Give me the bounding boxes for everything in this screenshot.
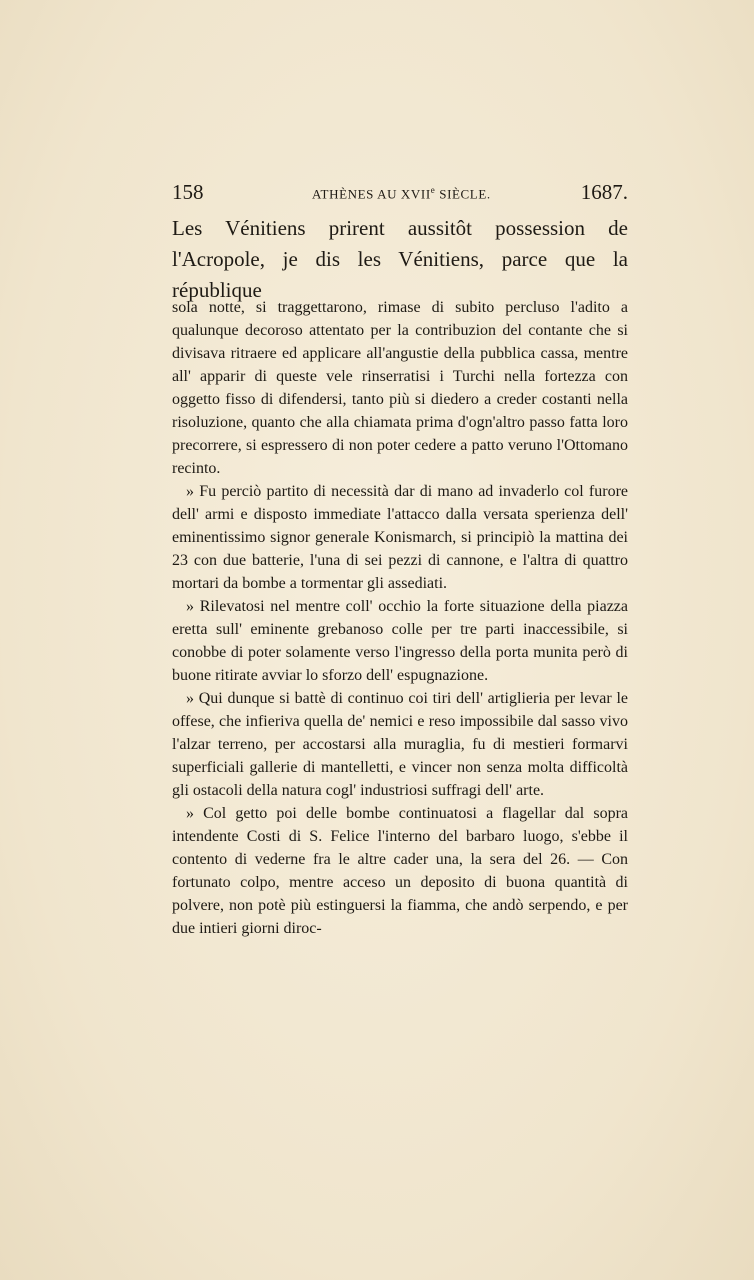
quote-paragraph: » Qui dunque si battè di continuo coi tiri dell' artiglieria per levar le offese, che infieriva quella de' nemici e reso impossibile dal sasso vivo l'alzar terreno, per accostarsi alla muraglia, fu di mestieri formarvi superficiali gallerie di mantelletti, e vincer non senza molta difficoltà gli ostacoli della natura cogl' industriosi suffragi dell' arte. [172,690,628,799]
running-header [172,180,628,208]
quote-paragraph: sola notte, si traggettarono, rimase di subito percluso l'adito a qualunque decoroso attentato per la contribuzion del contante che si divisava ritraere ed applicare all'angustie della pubblica cassa, mentre all' apparir di queste vele rinserratisi i Turchi nella fortezza con oggetto fisso di difendersi, tanto più si diedero a creder costanti nella risoluzione, quanto che alla chiamata prima d'ogn'altro passo fatta loro precorrere, si espressero di non poter cedere a patto veruno l'Ottomano recinto. [172,299,628,477]
running-title-end: SIÈCLE. [435,186,491,202]
page-number: 158 [172,180,204,204]
running-title-superscript: e [430,185,436,195]
quote-paragraph: » Fu perciò partito di necessità dar di mano ad invaderlo col furore dell' armi e disposto immediate l'attacco dalla versata sperienza dell' eminentissimo signor generale Konismarch, si principiò la mattina dei 23 con due batterie, l'una di sei pezzi di cannone, e l'altra di quattro mortari da bombe a tormentar gli assediati. [172,483,628,592]
lead-paragraph: Les Vénitiens prirent aussitôt possession de l'Acropole, je dis les Vénitiens, parce que la république [172,216,628,302]
quote-paragraph: » Rilevatosi nel mentre coll' occhio la forte situazione della piazza eretta sull' eminente grebanoso colle per tre parti inaccessibile, si conobbe di poter solamente verso l'ingresso della porta munita però di buone ritirate avviar lo sforzo dell' espugnazione. [172,598,628,684]
year-marker: 1687. [580,180,628,204]
running-title-main: ATHÈNES AU XVII [312,186,431,202]
quote-paragraph: » Col getto poi delle bombe continuatosi a flagellar dal sopra intendente Costi di S. Felice l'interno del barbaro luogo, s'ebbe il contento di vederne fra le altre cader una, la sera del 26. — Con fortunato colpo, mentre acceso un deposito di buona quantità di polvere, non potè più estinguersi la fiamma, che andò serpendo, e per due intieri giorni diroc- [172,805,628,937]
running-title [312,185,491,202]
quoted-passage [172,296,628,940]
